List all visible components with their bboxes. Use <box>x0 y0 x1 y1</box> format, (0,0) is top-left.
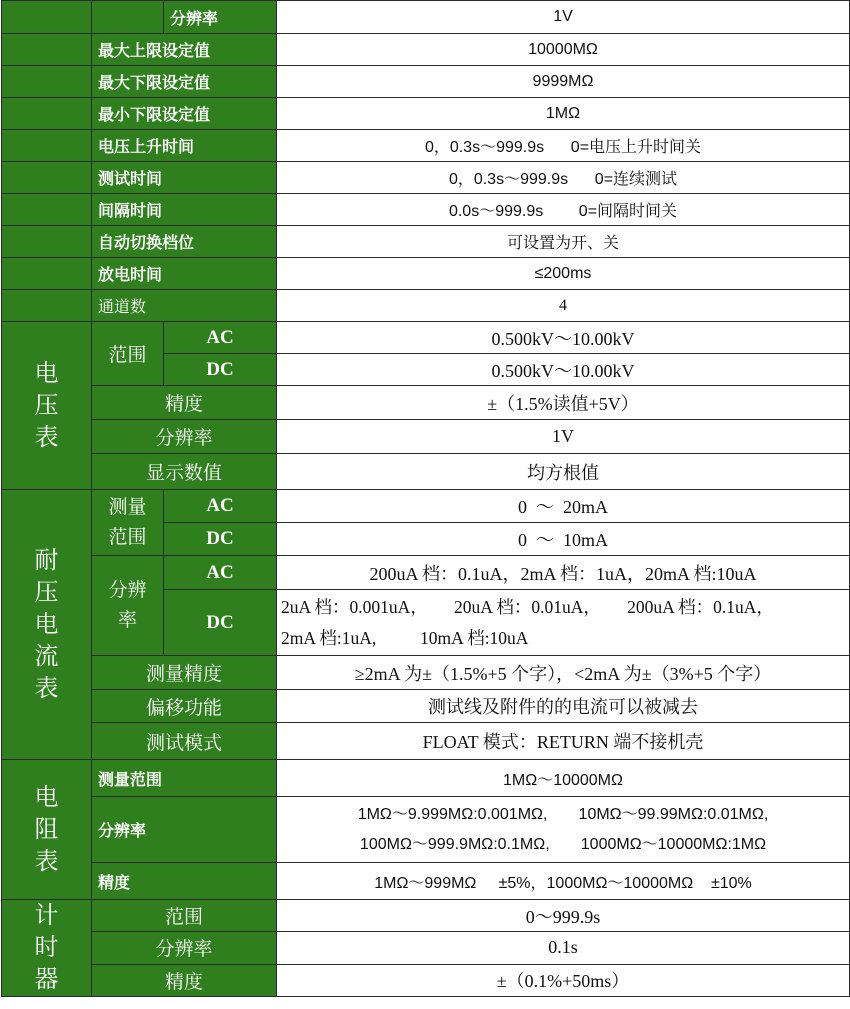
value-max-upper: 10000MΩ <box>277 34 850 66</box>
value-min-lower: 1MΩ <box>277 98 850 130</box>
ammeter-res-ac-value: 200uA 档：0.1uA，2mA 档：1uA，20mA 档:10uA <box>277 556 850 590</box>
voltmeter-row-display <box>2 454 850 490</box>
voltmeter-row-resolution <box>2 420 850 454</box>
timer-row-accuracy <box>2 964 850 996</box>
ammeter-resolution-label: 分辨 率 <box>92 556 164 656</box>
resistance-range-value: 1MΩ～10000MΩ <box>277 760 850 797</box>
ammeter-res-dc-value: 2uA 档：0.001uA， 20uA 档：0.01uA， 200uA 档：0.1uA， 2mA 档:1uA, 10mA 档:10uA <box>277 590 850 656</box>
value-channels: 4 <box>277 290 850 322</box>
ammeter-res-dc-label: DC <box>164 590 277 656</box>
ammeter-row-accuracy <box>2 656 850 690</box>
spec-row-ramp-time <box>2 130 850 162</box>
label-auto-range: 自动切换档位 <box>92 226 277 258</box>
label-test-time: 测试时间 <box>92 162 277 194</box>
label-resolution: 分辨率 <box>164 1 277 34</box>
ammeter-offset-label: 偏移功能 <box>92 690 277 723</box>
value-test-time: 0，0.3s～999.9s 0=连续测试 <box>277 162 850 194</box>
ammeter-range-dc-label: DC <box>164 523 277 556</box>
timer-accuracy-label: 精度 <box>92 964 277 996</box>
spec-row-auto-range <box>2 226 850 258</box>
voltmeter-range-label: 范围 <box>92 322 164 386</box>
ammeter-range-ac-label: AC <box>164 490 277 523</box>
ammeter-accuracy-label: 测量精度 <box>92 656 277 690</box>
ammeter-range-dc-value: 0 ～ 10mA <box>277 523 850 556</box>
value-resolution: 1V <box>277 1 850 34</box>
voltmeter-row-ac <box>2 322 850 354</box>
voltmeter-row-accuracy <box>2 386 850 420</box>
resistance-row-accuracy <box>2 863 850 900</box>
section-resistance: 电 阻 表 <box>2 760 92 900</box>
resistance-row-resolution <box>2 797 850 863</box>
ammeter-row-res-ac <box>2 556 850 590</box>
resistance-row-range <box>2 760 850 797</box>
value-ramp-time: 0，0.3s～999.9s 0=电压上升时间关 <box>277 130 850 162</box>
spec-row-discharge-time <box>2 258 850 290</box>
label-interval-time: 间隔时间 <box>92 194 277 226</box>
timer-range-label: 范围 <box>92 900 277 932</box>
label-min-lower: 最小下限设定值 <box>92 98 277 130</box>
label-max-lower: 最大下限设定值 <box>92 66 277 98</box>
label-channels: 通道数 <box>92 290 277 322</box>
voltmeter-display-label: 显示数值 <box>92 454 277 490</box>
value-auto-range: 可设置为开、关 <box>277 226 850 258</box>
ammeter-row-mode <box>2 723 850 760</box>
value-interval-time: 0.0s～999.9s 0=间隔时间关 <box>277 194 850 226</box>
voltmeter-display-value: 均方根值 <box>277 454 850 490</box>
timer-resolution-value: 0.1s <box>277 932 850 964</box>
voltmeter-ac-value: 0.500kV～10.00kV <box>277 322 850 354</box>
ammeter-row-range-ac <box>2 490 850 523</box>
ammeter-offset-value: 测试线及附件的的电流可以被减去 <box>277 690 850 723</box>
ammeter-mode-label: 测试模式 <box>92 723 277 760</box>
spec-row-min-lower <box>2 98 850 130</box>
timer-row-resolution <box>2 932 850 964</box>
voltmeter-resolution-value: 1V <box>277 420 850 454</box>
ammeter-mode-value: FLOAT 模式：RETURN 端不接机壳 <box>277 723 850 760</box>
spec-row-resolution <box>2 1 850 34</box>
timer-range-value: 0～999.9s <box>277 900 850 932</box>
ammeter-range-ac-value: 0 ～ 20mA <box>277 490 850 523</box>
section-voltmeter: 电 压 表 <box>2 322 92 490</box>
resistance-resolution-value: 1MΩ～9.999MΩ:0.001MΩ, 10MΩ～99.99MΩ:0.01MΩ, 100MΩ～999.9MΩ:0.1MΩ, 1000MΩ～10000MΩ:1MΩ <box>277 797 850 863</box>
voltmeter-accuracy-label: 精度 <box>92 386 277 420</box>
value-max-lower: 9999MΩ <box>277 66 850 98</box>
voltmeter-dc-label: DC <box>164 354 277 386</box>
section-timer: 计 时 器 <box>2 900 92 997</box>
ammeter-row-offset <box>2 690 850 723</box>
resistance-range-label: 测量范围 <box>92 760 277 797</box>
ammeter-accuracy-value: ≥2mA 为±（1.5%+5 个字），<2mA 为±（3%+5 个字） <box>277 656 850 690</box>
voltmeter-resolution-label: 分辨率 <box>92 420 277 454</box>
resistance-resolution-label: 分辨率 <box>92 797 277 863</box>
timer-resolution-label: 分辨率 <box>92 932 277 964</box>
spec-row-max-upper <box>2 34 850 66</box>
timer-accuracy-value: ±（0.1%+50ms） <box>277 964 850 996</box>
spec-row-interval-time <box>2 194 850 226</box>
voltmeter-dc-value: 0.500kV～10.00kV <box>277 354 850 386</box>
label-ramp-time: 电压上升时间 <box>92 130 277 162</box>
voltmeter-accuracy-value: ±（1.5%读值+5V） <box>277 386 850 420</box>
voltmeter-ac-label: AC <box>164 322 277 354</box>
timer-row-range <box>2 900 850 932</box>
resistance-accuracy-value: 1MΩ～999MΩ ±5%，1000MΩ～10000MΩ ±10% <box>277 863 850 900</box>
label-discharge-time: 放电时间 <box>92 258 277 290</box>
ammeter-res-ac-label: AC <box>164 556 277 590</box>
resistance-accuracy-label: 精度 <box>92 863 277 900</box>
section-ammeter: 耐 压 电 流 表 <box>2 490 92 760</box>
spec-row-test-time <box>2 162 850 194</box>
spec-table <box>1 0 850 997</box>
label-max-upper: 最大上限设定值 <box>92 34 277 66</box>
ammeter-range-label: 测量 范围 <box>92 490 164 556</box>
spec-row-channels <box>2 290 850 322</box>
spec-row-max-lower <box>2 66 850 98</box>
value-discharge-time: ≤200ms <box>277 258 850 290</box>
